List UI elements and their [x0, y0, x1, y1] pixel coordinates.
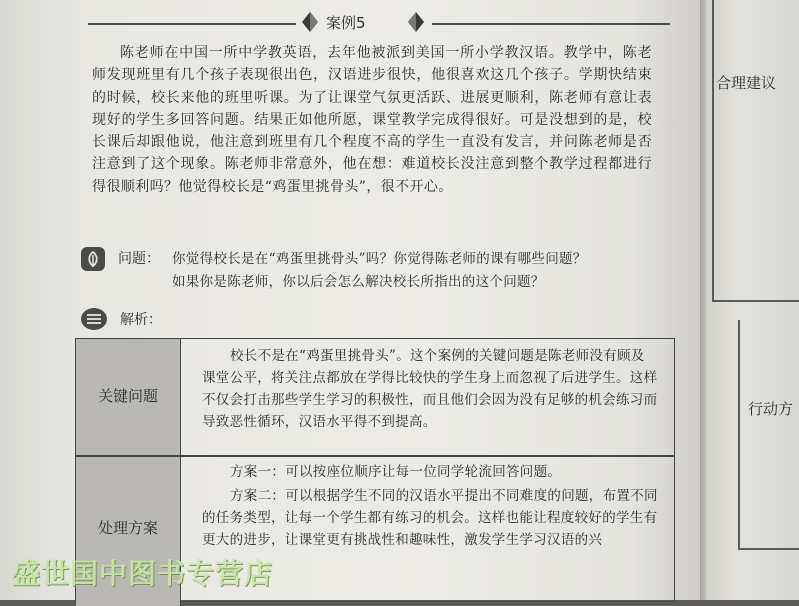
list-circle-icon: [80, 307, 108, 331]
solution-plan-1: 方案一：可以按座位顺序让每一位同学轮流回答问题。: [230, 464, 562, 480]
diamond-ornament-left-icon: [298, 9, 322, 35]
store-watermark: 盛世国中图书专营店: [12, 557, 274, 590]
right-page-divider: [712, 300, 799, 302]
question-line-2: 如果你是陈老师，你以后会怎么解决校长所指出的这个问题？: [172, 274, 545, 290]
book-page-right: [700, 0, 799, 600]
right-page-box-base: [738, 548, 799, 550]
header-rule-left: [88, 23, 296, 25]
right-page-label-top: 合理建议: [716, 74, 777, 92]
leaf-question-icon: [80, 246, 106, 272]
header-rule-right: [432, 23, 670, 25]
key-issue-text: 校长不是在“鸡蛋里挑骨头”。这个案例的关键问题是陈老师没有顾及课堂公平，将关注点都放在学得比较快的学生身上而忽视了后进学生。这样不仅会打击那些学生学习的积极性，而且他们会因为没有足够的机会练习而导致恶性循环，汉语水平得不到提高。: [202, 348, 658, 430]
solution-label: 处理方案: [97, 519, 158, 537]
right-page-box-border-top: [712, 0, 714, 300]
analysis-label: 解析：: [120, 312, 162, 328]
table-row-divider: [76, 455, 674, 457]
key-issue-label: 关键问题: [97, 387, 158, 405]
case-title: 案例5: [326, 14, 366, 32]
diamond-ornament-right-icon: [404, 9, 428, 35]
case-paragraph: 陈老师在中国一所中学教英语，去年他被派到美国一所小学教汉语。教学中，陈老师发现班里有几个孩子表现很出色，汉语进步很快，他很喜欢这几个孩子。学期快结束的时候，校长来他的班里听课。为了让课堂气氛更活跃、进展更顺利，陈老师有意让表现好的学生多回答问题。结果正如他所愿，课堂教学完成得很好。可是没想到的是，校长课后却跟他说，他注意到班里有几个程度不高的学生一直没有发言，并问陈老师是否注意到了这个现象。陈老师非常意外，他在想：难道校长没注意到整个教学过程都进行得很顺利吗？他觉得校长是“鸡蛋里挑骨头”，很不开心。: [92, 45, 652, 195]
solution-plan-2: 方案二：可以根据学生不同的汉语水平提出不同难度的问题，布置不同的任务类型，让每一个学生都有练习的机会。这样也能让程度较好的学生有更大的进步，让课堂更有挑战性和趣味性，激发学生学习汉语的兴: [202, 488, 658, 548]
question-label: 问题：: [118, 251, 160, 267]
question-line-1: 你觉得校长是在“鸡蛋里挑骨头”吗？你觉得陈老师的课有哪些问题？: [172, 251, 587, 267]
right-page-label-bottom: 行动方: [748, 400, 794, 418]
right-page-box-border-bottom: [738, 320, 740, 550]
